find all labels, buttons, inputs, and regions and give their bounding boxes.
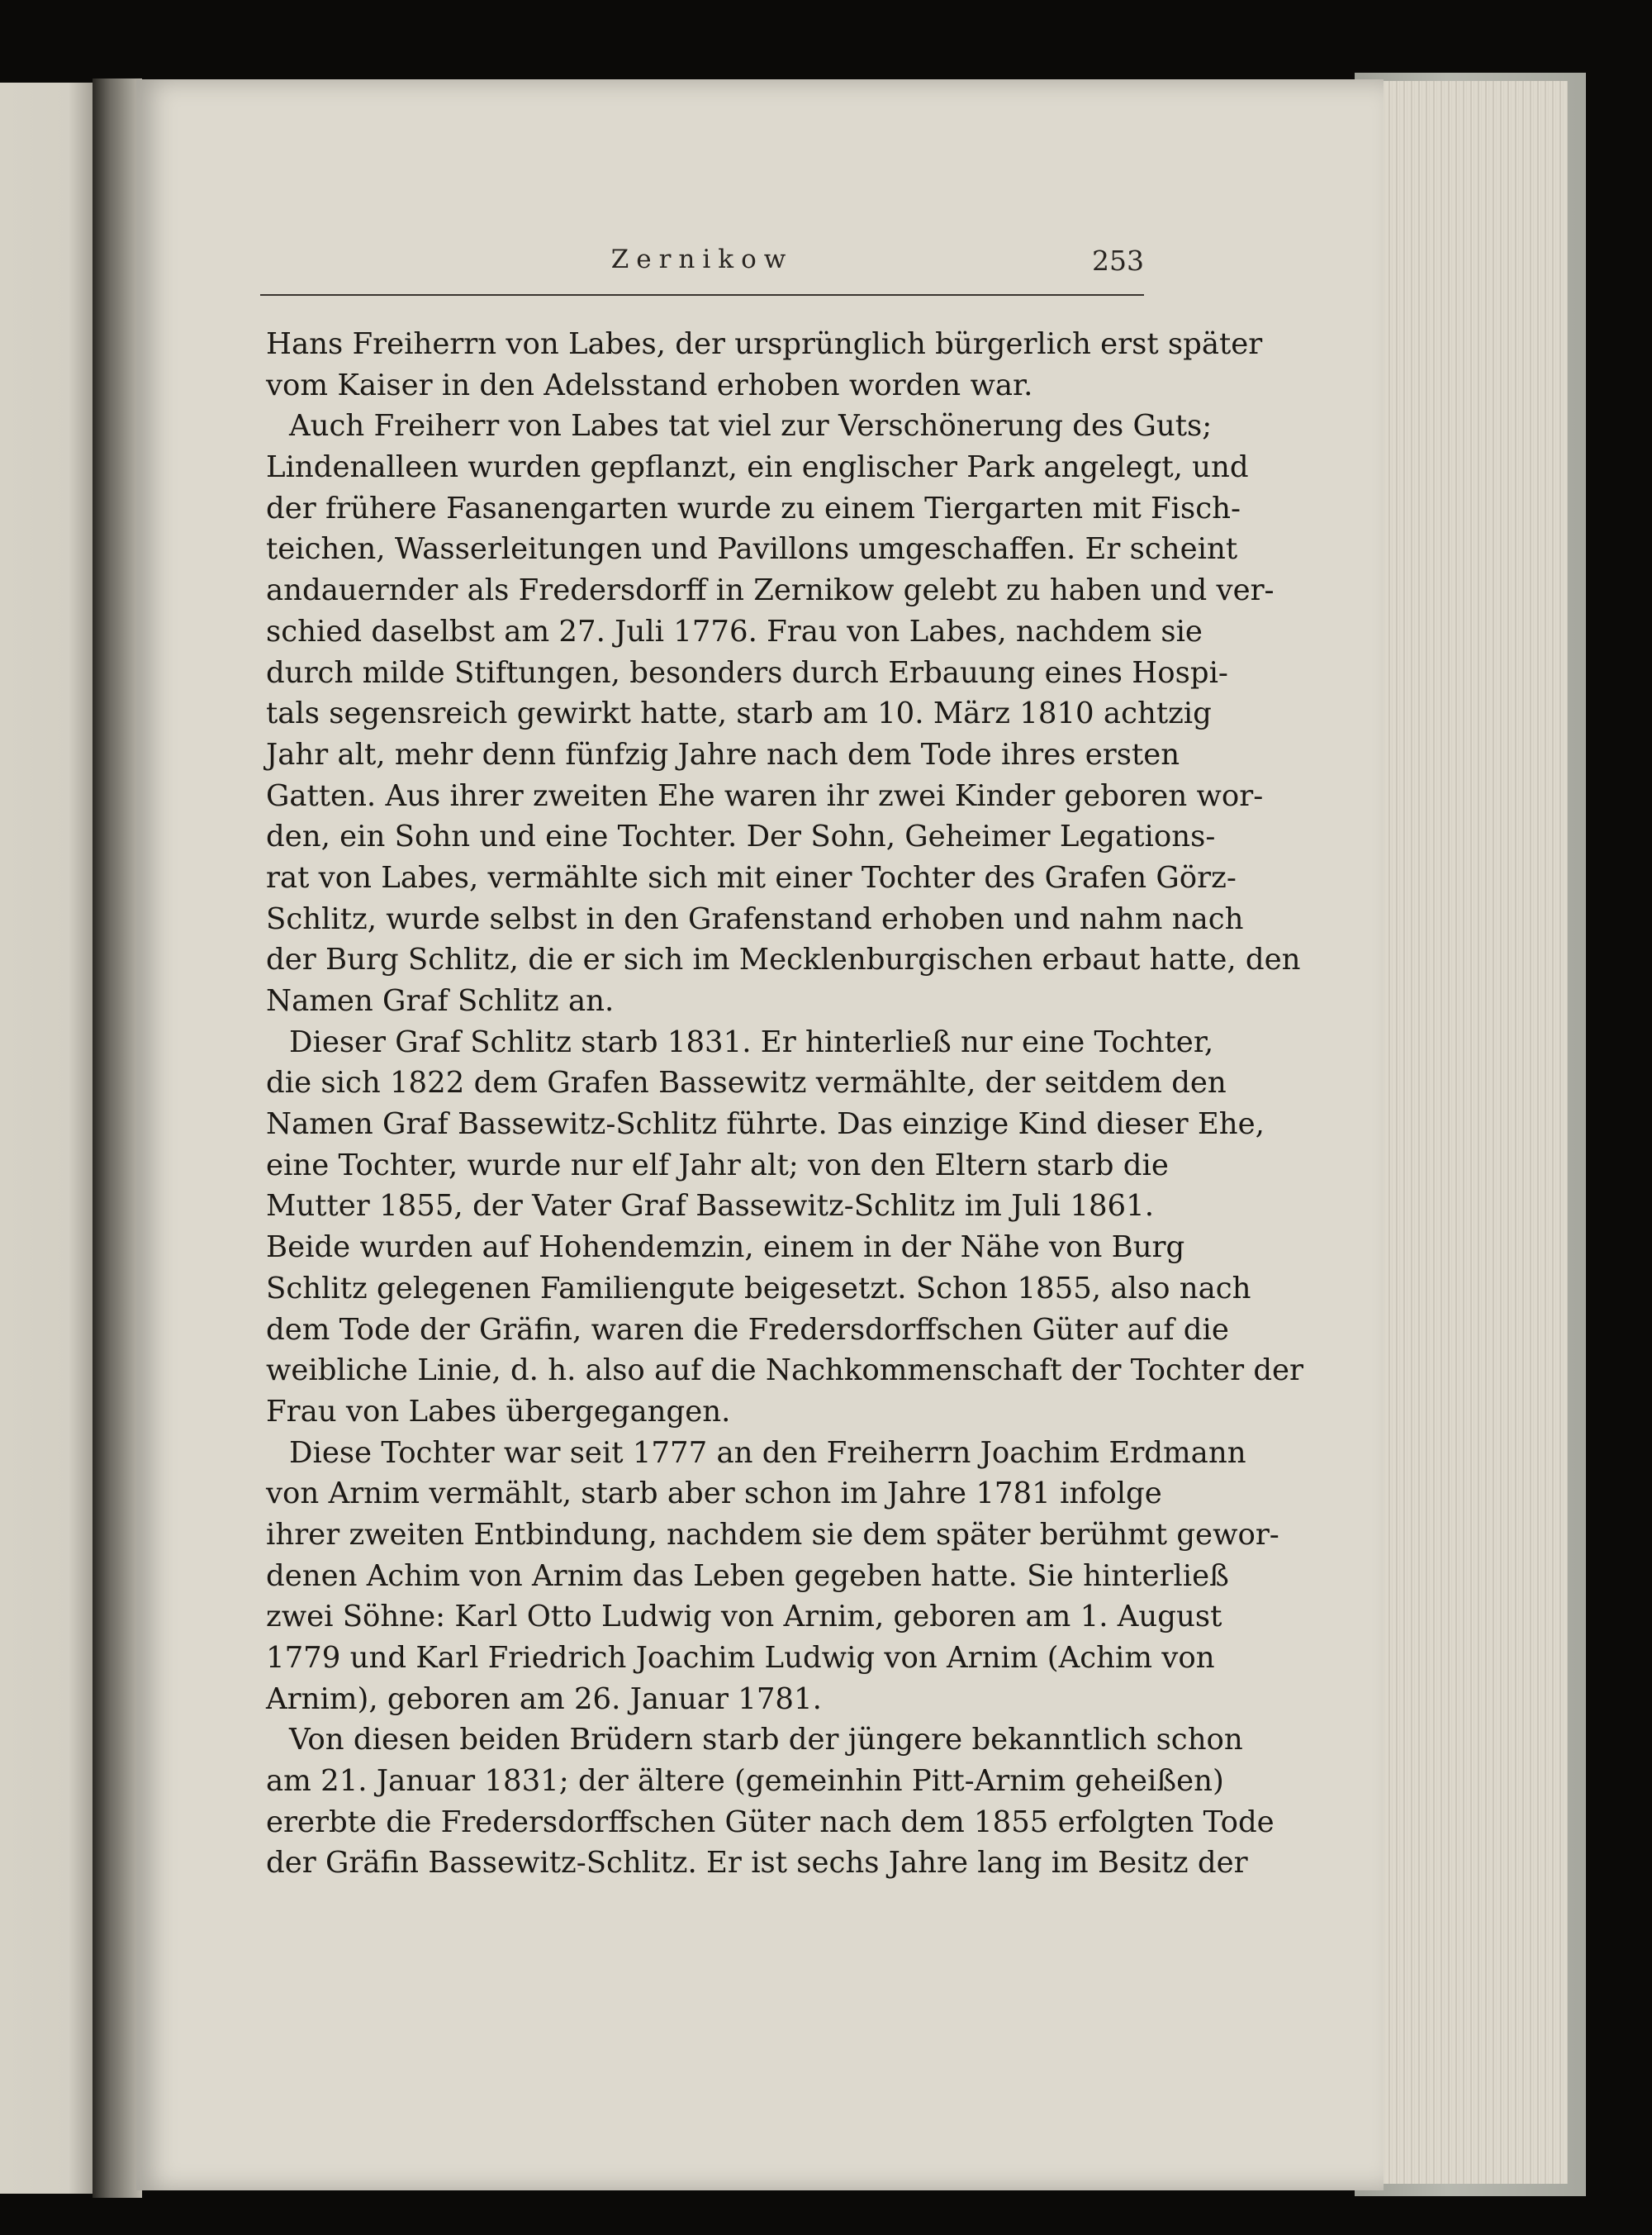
text-line: weibliche Linie, d. h. also auf die Nachkommenschaft der Tochter der	[266, 1353, 1304, 1388]
text-line: der Gräfin Bassewitz-Schlitz. Er ist sechs Jahre lang im Besitz der	[266, 1846, 1248, 1881]
text-line: der frühere Fasanengarten wurde zu einem Tiergarten mit Fisch-	[266, 491, 1241, 525]
text-line: Diese Tochter war seit 1777 an den Freiherrn Joachim Erdmann	[289, 1435, 1246, 1470]
text-line: der Burg Schlitz, die er sich im Mecklenburgischen erbaut hatte, den	[266, 943, 1301, 977]
text-line: Mutter 1855, der Vater Graf Bassewitz-Schlitz im Juli 1861.	[266, 1189, 1154, 1224]
text-line: Namen Graf Schlitz an.	[266, 984, 615, 1018]
text-line: tals segensreich gewirkt hatte, starb am 10. März 1810 achtzig	[266, 697, 1212, 731]
text-line: Schlitz gelegenen Familiengute beigesetzt. Schon 1855, also nach	[266, 1271, 1251, 1305]
text-line: zwei Söhne: Karl Otto Ludwig von Arnim, geboren am 1. August	[266, 1600, 1222, 1634]
text-line: die sich 1822 dem Grafen Bassewitz vermählte, der seitdem den	[266, 1066, 1227, 1101]
text-line: 1779 und Karl Friedrich Joachim Ludwig von Arnim (Achim von	[266, 1641, 1215, 1675]
text-line: Schlitz, wurde selbst in den Grafenstand erhoben und nahm nach	[266, 901, 1244, 936]
text-line: denen Achim von Arnim das Leben gegeben hatte. Sie hinterließ	[266, 1558, 1229, 1593]
text-line: Namen Graf Bassewitz-Schlitz führte. Das einzige Kind dieser Ehe,	[266, 1107, 1265, 1142]
text-line: ererbte die Fredersdorffschen Güter nach dem 1855 erfolgten Tode	[266, 1805, 1275, 1839]
text-line: Beide wurden auf Hohendemzin, einem in der Nähe von Burg	[266, 1230, 1185, 1265]
page-number: 253	[1092, 245, 1144, 277]
text-line: von Arnim vermählt, starb aber schon im Jahre 1781 infolge	[266, 1477, 1162, 1511]
text-line: Gatten. Aus ihrer zweiten Ehe waren ihr zwei Kinder geboren wor-	[266, 778, 1264, 813]
header-rule	[260, 294, 1144, 296]
text-line: Frau von Labes übergegangen.	[266, 1394, 731, 1429]
text-line: den, ein Sohn und eine Tochter. Der Sohn, Geheimer Legations-	[266, 820, 1216, 854]
body-text	[266, 324, 1304, 1884]
text-line: teichen, Wasserleitungen und Pavillons umgeschaffen. Er scheint	[266, 532, 1238, 567]
text-line: Lindenalleen wurden gepflanzt, ein englischer Park angelegt, und	[266, 450, 1249, 485]
text-line: schied daselbst am 27. Juli 1776. Frau von Labes, nachdem sie	[266, 614, 1203, 649]
text-line: durch milde Stiftungen, besonders durch Erbauung eines Hospi-	[266, 655, 1228, 690]
text-line: Arnim), geboren am 26. Januar 1781.	[266, 1681, 822, 1716]
book-gutter	[93, 78, 142, 2198]
left-page-edge	[0, 83, 97, 2194]
text-line: Hans Freiherrn von Labes, der ursprünglich bürgerlich erst später	[266, 327, 1263, 361]
text-line: eine Tochter, wurde nur elf Jahr alt; von den Eltern starb die	[266, 1148, 1169, 1182]
text-line: dem Tode der Gräfin, waren die Fredersdorffschen Güter auf die	[266, 1312, 1229, 1347]
text-line: ihrer zweiten Entbindung, nachdem sie dem später berühmt gewor-	[266, 1517, 1279, 1552]
text-line: rat von Labes, vermählte sich mit einer Tochter des Grafen Görz-	[266, 860, 1237, 895]
text-line: am 21. Januar 1831; der ältere (gemeinhin Pitt-Arnim geheißen)	[266, 1764, 1224, 1799]
text-line: vom Kaiser in den Adelsstand erhoben worden war.	[266, 368, 1033, 402]
text-line: Dieser Graf Schlitz starb 1831. Er hinterließ nur eine Tochter,	[289, 1025, 1214, 1059]
running-head: Zernikow	[610, 245, 794, 274]
text-line: Von diesen beiden Brüdern starb der jüngere bekanntlich schon	[289, 1723, 1243, 1757]
text-line: Jahr alt, mehr denn fünfzig Jahre nach dem Tode ihres ersten	[266, 737, 1180, 772]
page-stack-edge	[1378, 81, 1568, 2184]
text-line: Auch Freiherr von Labes tat viel zur Verschönerung des Guts;	[289, 409, 1213, 444]
text-line: andauernder als Fredersdorff in Zernikow gelebt zu haben und ver-	[266, 573, 1275, 608]
page-header	[260, 245, 1144, 289]
